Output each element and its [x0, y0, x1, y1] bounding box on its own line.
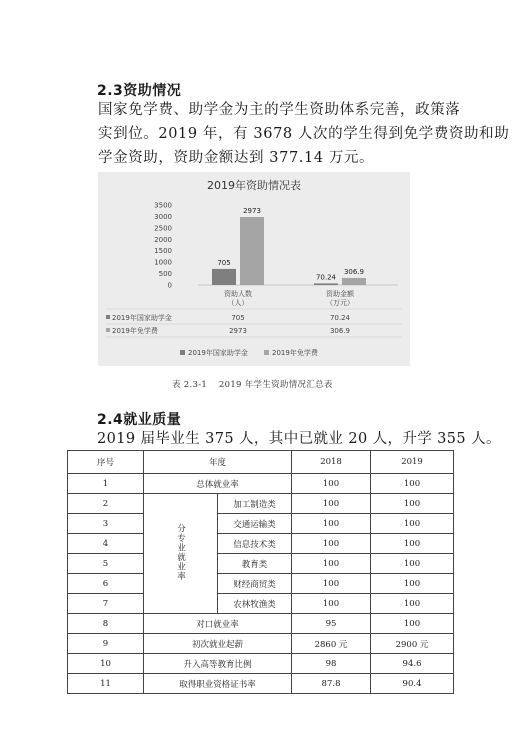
x-category-label: 资助金额: [326, 290, 354, 298]
legend-swatch: [180, 350, 185, 355]
paragraph-line-1: 国家免学费、助学金为主的学生资助体系完善，政策落: [98, 102, 461, 118]
table-series-name: 2019年免学费: [112, 327, 158, 335]
value-2019: 100: [371, 494, 454, 514]
table-row: [68, 534, 454, 554]
header-no: 序号: [68, 451, 144, 474]
row-number: 4: [68, 534, 144, 554]
row-number: 2: [68, 494, 144, 514]
merged-category-label: 分专业就业率: [175, 523, 186, 581]
section-heading-2-3: 2.3资助情况: [97, 83, 182, 99]
y-tick-label: 500: [158, 270, 172, 279]
table-row: [68, 474, 454, 494]
value-2018: 100: [292, 554, 371, 574]
row-number: 9: [68, 634, 144, 654]
header-year: 年度: [144, 451, 292, 474]
value-2019: 100: [371, 474, 454, 494]
bar: [212, 269, 236, 285]
row-number: 10: [68, 654, 144, 674]
row-label: 初次就业起薪: [144, 634, 292, 654]
table-row: [68, 494, 454, 514]
table-cell: 70.24: [329, 314, 351, 322]
employment-table: [67, 450, 454, 694]
y-axis-ticks: [154, 202, 172, 290]
bar-data-label: 70.24: [315, 273, 337, 282]
table-row: [68, 554, 454, 574]
value-2018: 98: [292, 654, 371, 674]
chart-card: [98, 172, 410, 366]
row-label: 对口就业率: [144, 614, 292, 634]
x-category-label: 资助人数: [224, 290, 252, 298]
value-2018: 87.8: [292, 674, 371, 694]
row-number: 5: [68, 554, 144, 574]
chart-bars: [212, 207, 366, 285]
y-tick-label: 1500: [154, 247, 172, 256]
x-category-label: （万元）: [326, 299, 354, 307]
funding-chart: [98, 172, 410, 366]
row-label: 交通运输类: [218, 514, 292, 534]
table-row: [68, 674, 454, 694]
value-2019: 100: [371, 534, 454, 554]
value-2019: 100: [371, 614, 454, 634]
value-2018: 100: [292, 594, 371, 614]
value-2019: 90.4: [371, 674, 454, 694]
table-row: [68, 514, 454, 534]
y-tick-label: 3500: [154, 201, 172, 210]
table-swatch: [106, 315, 110, 319]
y-tick-label: 2000: [154, 235, 172, 244]
section-heading-2-4: 2.4就业质量: [97, 412, 182, 428]
row-label: 总体就业率: [144, 474, 292, 494]
table-row: [68, 614, 454, 634]
header-2018: 2018: [292, 451, 371, 474]
y-tick-label: 0: [167, 281, 172, 290]
value-2018: 100: [292, 534, 371, 554]
chart-legend: [180, 348, 319, 357]
header-2019: 2019: [371, 451, 454, 474]
chart-title: 2019年资助情况表: [207, 179, 301, 192]
row-label: 教育类: [218, 554, 292, 574]
row-label: 升入高等教育比例: [144, 654, 292, 674]
value-2019: 100: [371, 554, 454, 574]
table-swatch: [106, 328, 110, 332]
bar-data-label: 306.9: [343, 267, 365, 276]
row-number: 8: [68, 614, 144, 634]
value-2018: 100: [292, 494, 371, 514]
row-label: 信息技术类: [218, 534, 292, 554]
chart-caption: 表 2.3-1 2019 年学生资助情况汇总表: [172, 380, 333, 390]
row-number: 3: [68, 514, 144, 534]
value-2018: 95: [292, 614, 371, 634]
bar: [314, 283, 338, 285]
row-number: 11: [68, 674, 144, 694]
x-category-label: （人）: [227, 299, 249, 307]
value-2019: 100: [371, 594, 454, 614]
value-2018: 2860 元: [292, 634, 371, 654]
table-series-name: 2019年国家助学金: [112, 314, 172, 322]
table-cell: 306.9: [329, 327, 351, 335]
paragraph-line-3: 学金资助，资助金额达到 377.14 万元。: [98, 150, 375, 166]
bar: [342, 278, 366, 285]
table-cell: 2973: [229, 327, 247, 335]
value-2019: 100: [371, 574, 454, 594]
row-label: 财经商贸类: [218, 574, 292, 594]
value-2018: 100: [292, 514, 371, 534]
bar: [240, 217, 264, 285]
category-labels: [224, 289, 355, 307]
row-label: 农林牧渔类: [218, 594, 292, 614]
y-tick-label: 2500: [154, 224, 172, 233]
table-row: [68, 634, 454, 654]
table-header-row: [68, 451, 454, 474]
chart-data-table: [106, 309, 402, 337]
row-number: 6: [68, 574, 144, 594]
merged-category-cell: [144, 494, 218, 614]
legend-swatch: [264, 350, 269, 355]
value-2019: 100: [371, 514, 454, 534]
value-2019: 94.6: [371, 654, 454, 674]
legend-label: 2019年国家助学金: [188, 349, 248, 357]
row-label: 加工制造类: [218, 494, 292, 514]
value-2018: 100: [292, 474, 371, 494]
row-number: 1: [68, 474, 144, 494]
bar-data-label: 2973: [243, 207, 261, 216]
bar-data-label: 705: [217, 258, 231, 267]
row-label: 取得职业资格证书率: [144, 674, 292, 694]
paragraph-line-2: 实到位。2019 年，有 3678 人次的学生得到免学费资助和助: [98, 126, 510, 142]
value-2018: 100: [292, 574, 371, 594]
y-tick-label: 3000: [154, 212, 172, 221]
table-row: [68, 594, 454, 614]
table-cell: 705: [231, 314, 245, 322]
y-tick-label: 1000: [154, 258, 172, 267]
value-2019: 2900 元: [371, 634, 454, 654]
table-row: [68, 574, 454, 594]
legend-label: 2019年免学费: [272, 349, 318, 357]
row-number: 7: [68, 594, 144, 614]
table-row: [68, 654, 454, 674]
employment-summary: 2019 届毕业生 375 人，其中已就业 20 人，升学 355 人。: [97, 431, 501, 447]
